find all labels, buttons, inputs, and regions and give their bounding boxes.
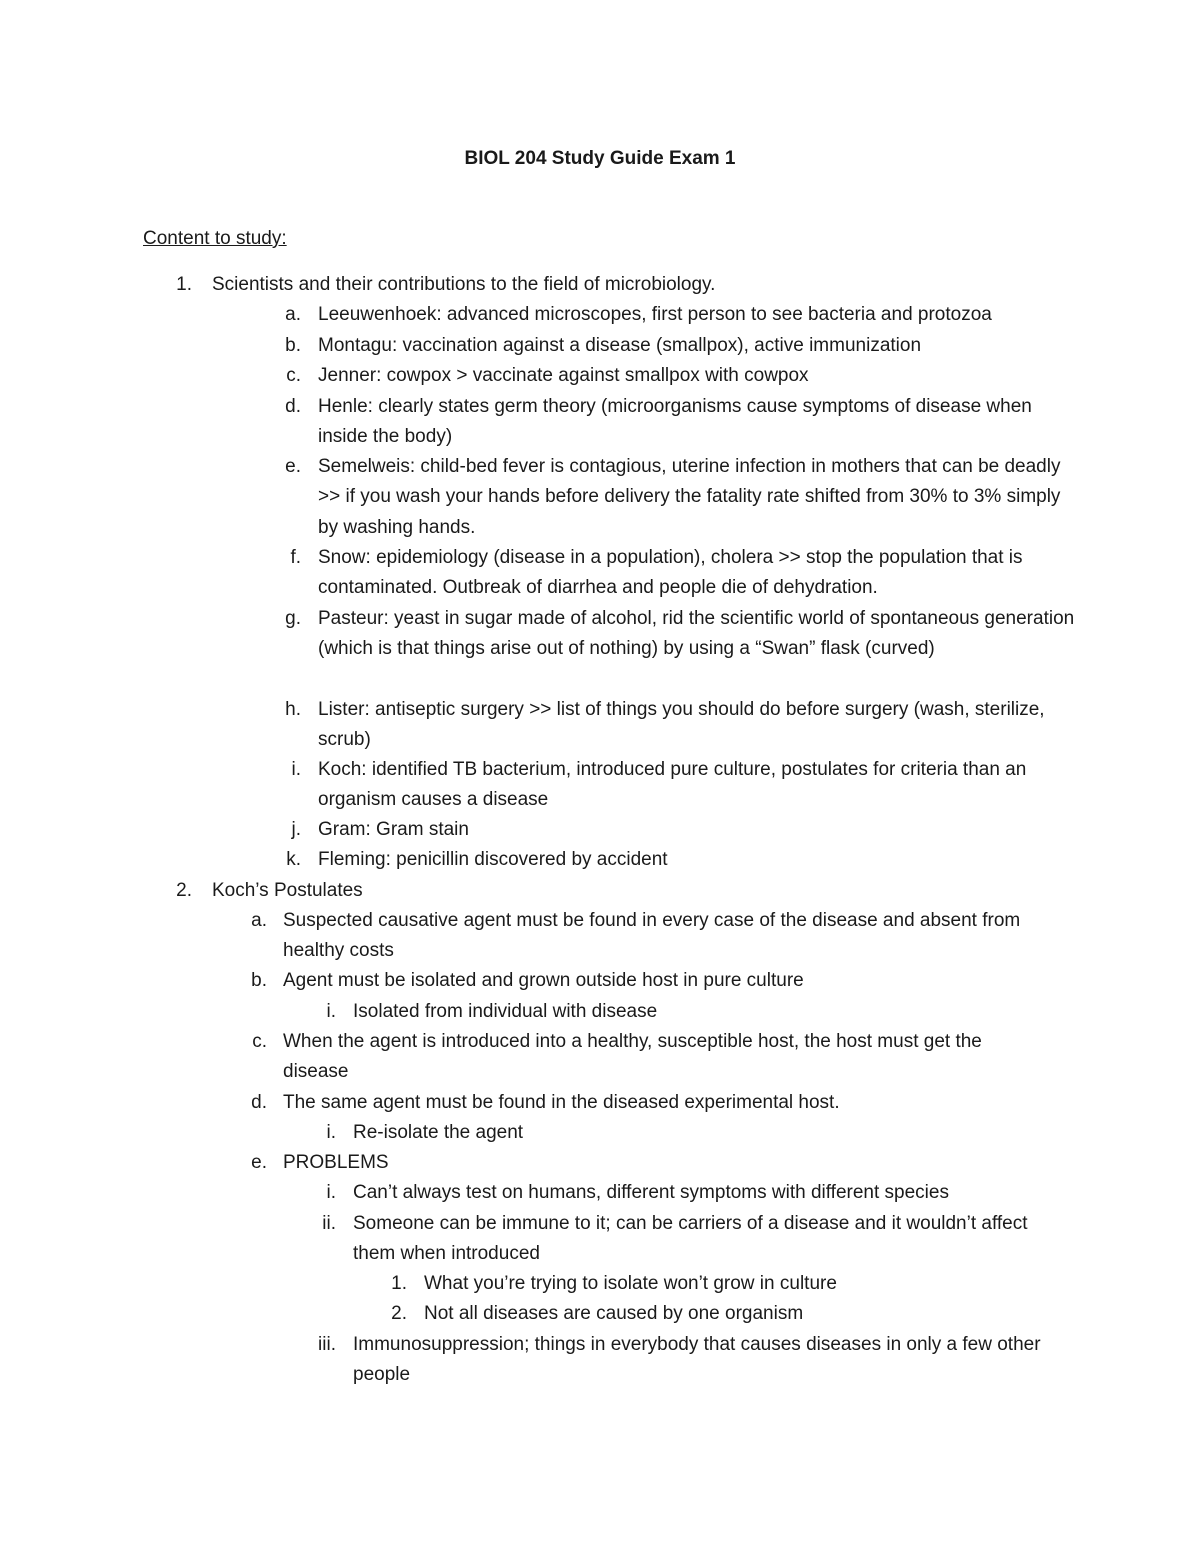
list-marker: f.	[290, 547, 301, 568]
list-text: Leeuwenhoek: advanced microscopes, first person to see bacteria and protozoa	[318, 304, 992, 325]
list-marker: e.	[285, 456, 301, 477]
list-text: Re-isolate the agent	[353, 1122, 524, 1143]
list-text: Montagu: vaccination against a disease (smallpox), active immunization	[318, 335, 922, 356]
list-text: Can’t always test on humans, different symptoms with different species	[353, 1182, 949, 1203]
list-marker: c.	[286, 365, 301, 386]
list-text: Snow: epidemiology (disease in a population), cholera >> stop the population that is contaminated. Outbreak of diarrhea and people die of dehydration.	[318, 547, 1023, 599]
list-text: Fleming: penicillin discovered by accident	[318, 849, 668, 870]
list-text: PROBLEMS	[283, 1152, 389, 1173]
list-marker: b.	[285, 335, 301, 356]
list-marker: i.	[326, 1122, 336, 1143]
list-marker: i.	[326, 1182, 336, 1203]
list-text: Gram: Gram stain	[318, 819, 469, 840]
list-marker: a.	[251, 910, 267, 931]
list-text: Immunosuppression; things in everybody that causes diseases in only a few other people	[353, 1334, 1041, 1386]
list-marker: ii.	[322, 1213, 336, 1234]
list-text: Isolated from individual with disease	[353, 1001, 658, 1022]
list-text: Pasteur: yeast in sugar made of alcohol, rid the scientific world of spontaneous generation (which is that things arise out of nothing) by using a “Swan” flask (curved)	[318, 608, 1075, 660]
list-text: Suspected causative agent must be found in every case of the disease and absent from healthy costs	[283, 910, 1021, 962]
document-title: BIOL 204 Study Guide Exam 1	[464, 148, 736, 169]
list-text: Semelweis: child-bed fever is contagious, uterine infection in mothers that can be deadly >> if you wash your hands before delivery the fatality rate shifted from 30% to 3% simply by washing hands.	[318, 456, 1061, 538]
list-text: Koch: identified TB bacterium, introduced pure culture, postulates for criteria than an organism causes a disease	[318, 759, 1027, 811]
list-marker: d.	[251, 1092, 267, 1113]
list-marker: g.	[285, 608, 301, 629]
list-text: Agent must be isolated and grown outside host in pure culture	[283, 970, 804, 991]
list-text: Jenner: cowpox > vaccinate against smallpox with cowpox	[318, 365, 809, 386]
list-marker: k.	[286, 849, 301, 870]
list-text: When the agent is introduced into a healthy, susceptible host, the host must get the disease	[283, 1031, 982, 1083]
list-text: Koch’s Postulates	[212, 880, 363, 901]
list-marker: i.	[326, 1001, 336, 1022]
list-text: The same agent must be found in the diseased experimental host.	[283, 1092, 840, 1113]
list-marker: d.	[285, 396, 301, 417]
list-marker: j.	[291, 819, 301, 840]
section-heading: Content to study:	[143, 228, 287, 249]
list-marker: 2.	[391, 1303, 407, 1324]
list-text: Henle: clearly states germ theory (microorganisms cause symptoms of disease when inside the body)	[318, 396, 1032, 448]
list-marker: 2.	[176, 880, 192, 901]
list-text: Scientists and their contributions to the field of microbiology.	[212, 274, 716, 295]
list-marker: a.	[285, 304, 301, 325]
list-marker: c.	[252, 1031, 267, 1052]
list-text: What you’re trying to isolate won’t grow in culture	[424, 1273, 837, 1294]
list-marker: 1.	[391, 1273, 407, 1294]
list-text: Lister: antiseptic surgery >> list of things you should do before surgery (wash, sterilize, scrub)	[318, 699, 1045, 751]
list-marker: iii.	[318, 1334, 336, 1355]
list-marker: i.	[291, 759, 301, 780]
list-text: Not all diseases are caused by one organism	[424, 1303, 804, 1324]
list-marker: e.	[251, 1152, 267, 1173]
list-text: Someone can be immune to it; can be carriers of a disease and it wouldn’t affect them when introduced	[353, 1213, 1028, 1265]
list-marker: b.	[251, 970, 267, 991]
list-marker: h.	[285, 699, 301, 720]
list-marker: 1.	[176, 274, 192, 295]
